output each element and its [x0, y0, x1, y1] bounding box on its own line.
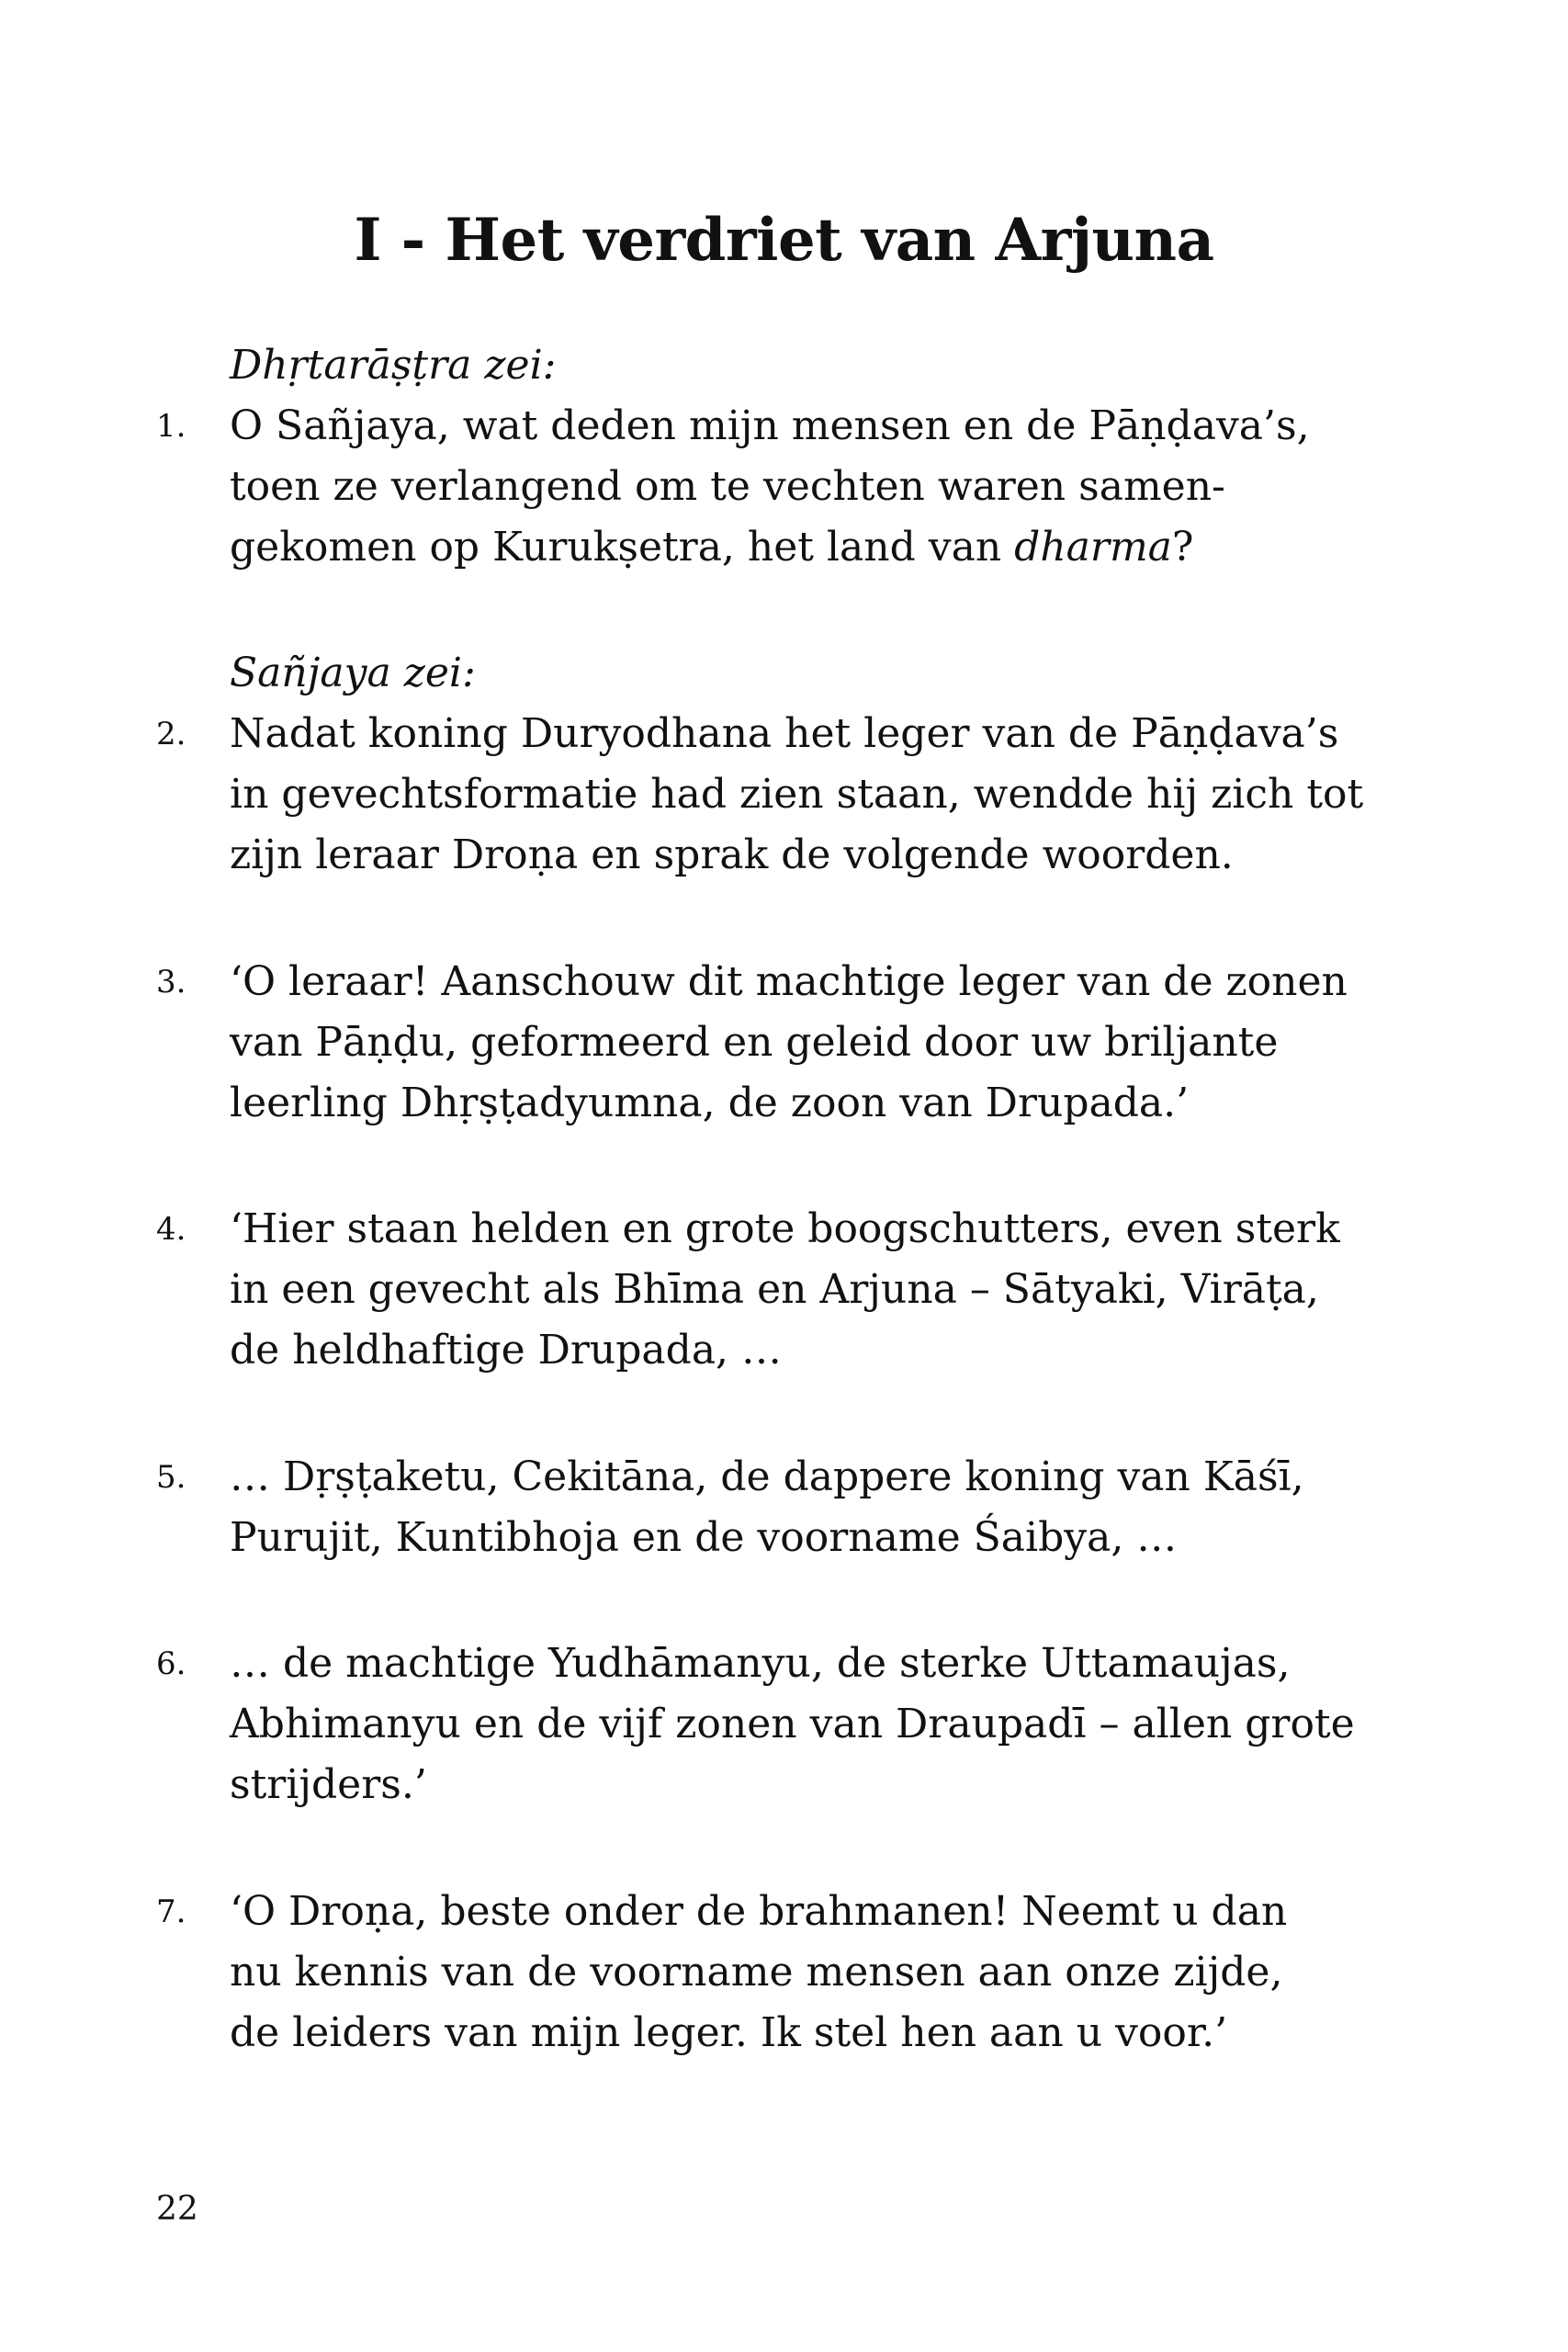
verse-number: 2. — [156, 716, 186, 752]
chapter-title: I - Het verdriet van Arjuna — [354, 206, 1214, 275]
verse-number: 1. — [156, 408, 186, 445]
verse-line: de heldhaftige Drupada, … — [230, 1327, 783, 1374]
speaker-label: Dhṛtarāṣṭra zei: — [230, 342, 557, 389]
page-number: 22 — [156, 2190, 198, 2228]
verse-line: in gevechtsformatie had zien staan, wendde hij zich tot — [230, 771, 1364, 818]
verse-line-italic: dharma — [1014, 524, 1172, 571]
verse-line: ‘O leraar! Aanschouw dit machtige leger van de zonen — [230, 958, 1348, 1005]
verse-line: strijders.’ — [230, 1761, 427, 1808]
speaker-label: Sañjaya zei: — [230, 650, 476, 696]
verse-number: 5. — [156, 1459, 186, 1496]
verse-number: 7. — [156, 1894, 186, 1930]
verse-line: van Pāṇḍu, geformeerd en geleid door uw briljante — [230, 1019, 1279, 1066]
verse-line: zijn leraar Droṇa en sprak de volgende woorden. — [230, 831, 1234, 878]
verse-line: nu kennis van de voorname mensen aan onze zijde, — [230, 1949, 1283, 1996]
verse-line: O Sañjaya, wat deden mijn mensen en de Pāṇḍava’s, — [230, 402, 1310, 449]
verse-line: … Dṛṣṭaketu, Cekitāna, de dappere koning van Kāśī, — [230, 1453, 1304, 1500]
verse-number: 4. — [156, 1211, 186, 1248]
verse-line: Abhimanyu en de vijf zonen van Draupadī – allen grote — [230, 1701, 1355, 1747]
verse-line: leerling Dhṛṣṭadyumna, de zoon van Drupada.’ — [230, 1080, 1190, 1126]
verse-line: Purujit, Kuntibhoja en de voorname Śaibya, … — [230, 1514, 1178, 1561]
verse-line: … de machtige Yudhāmanyu, de sterke Uttamaujas, — [230, 1640, 1291, 1687]
verse-number: 6. — [156, 1645, 186, 1682]
verse-line-text: gekomen op Kurukṣetra, het land van — [230, 524, 1002, 571]
verse-line: de leiders van mijn leger. Ik stel hen aan u voor.’ — [230, 2009, 1228, 2056]
verse-number: 3. — [156, 964, 186, 1001]
verse-line — [230, 517, 1194, 578]
verse-line-end: ? — [1171, 524, 1194, 571]
verse-line: Nadat koning Duryodhana het leger van de Pāṇḍava’s — [230, 710, 1339, 757]
verse-line: ‘O Droṇa, beste onder de brahmanen! Neemt u dan — [230, 1888, 1288, 1935]
verse-line: toen ze verlangend om te vechten waren samen- — [230, 463, 1225, 510]
verse-line: in een gevecht als Bhīma en Arjuna – Sātyaki, Virāṭa, — [230, 1266, 1319, 1313]
verse-line: ‘Hier staan helden en grote boogschutters, even sterk — [230, 1205, 1340, 1252]
